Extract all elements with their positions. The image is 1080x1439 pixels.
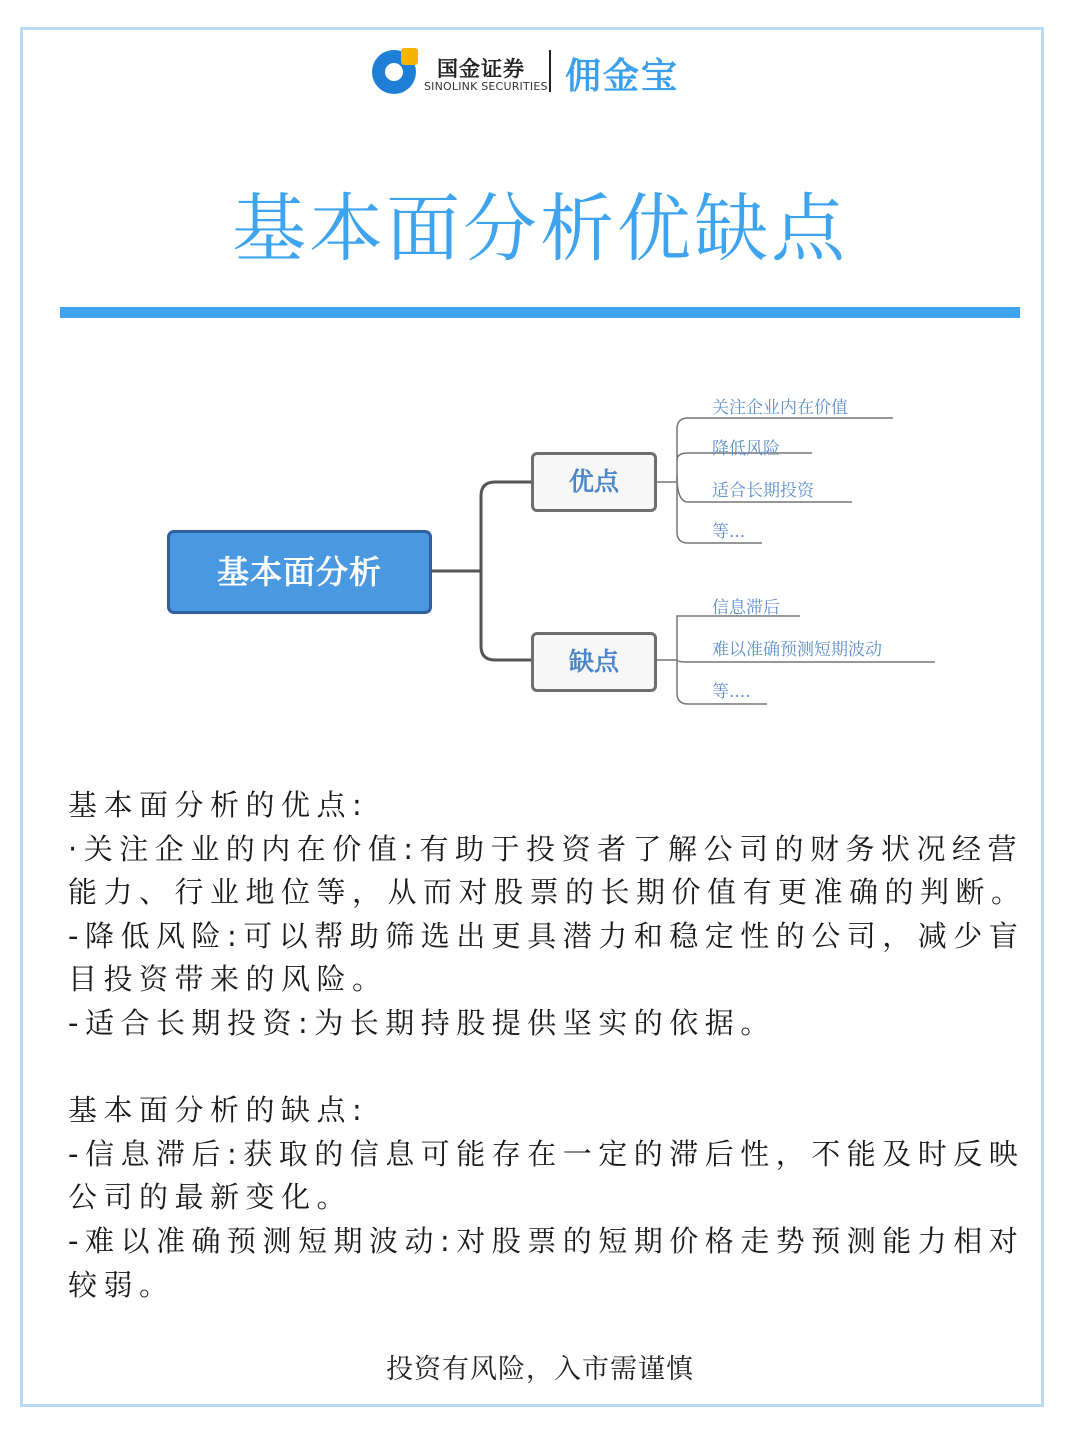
cons-leaf: 等.... [712, 682, 751, 702]
cons-leaf: 难以准确预测短期波动 [712, 640, 882, 660]
pros-leaf: 关注企业内在价值 [712, 398, 848, 418]
cons-line: -难以准确预测短期波动:对股票的短期价格走势预测能力相对 [68, 1223, 1025, 1258]
mind-map-pros-node: 优点 [531, 452, 657, 512]
pros-leaf: 等... [712, 522, 746, 542]
header [0, 40, 1080, 100]
mind-map-cons-node: 缺点 [531, 632, 657, 692]
pros-line: 能力、行业地位等，从而对股票的长期价值有更准确的判断。 [68, 875, 1027, 910]
pros-line: -降低风险:可以帮助筛选出更具潜力和稳定性的公司，减少盲 [68, 918, 1025, 953]
pros-heading: 基本面分析的优点: [68, 788, 369, 822]
mind-map [0, 380, 1080, 720]
page-title: 基本面分析优缺点 [232, 186, 848, 272]
product-name: 佣金宝 [565, 56, 680, 97]
cons-line: -信息滞后:获取的信息可能存在一定的滞后性，不能及时反映 [68, 1136, 1025, 1171]
pros-line: 目投资带来的风险。 [68, 962, 388, 997]
article-body [68, 784, 1028, 1307]
brand-divider [549, 50, 551, 92]
pros-leaf: 降低风险 [712, 439, 780, 459]
title-underline [60, 307, 1020, 318]
section-gap [68, 1046, 1028, 1090]
cons-leaf: 信息滞后 [712, 598, 780, 618]
brand-name-cn: 国金证券 [437, 57, 525, 81]
pros-line: ·关注企业的内在价值:有助于投资者了解公司的财务状况经营 [68, 831, 1023, 866]
cons-line: 较弱。 [68, 1267, 175, 1302]
mind-map-root: 基本面分析 [167, 530, 432, 614]
sinolink-logo-icon [371, 45, 421, 95]
pros-leaf: 适合长期投资 [712, 481, 814, 501]
cons-heading: 基本面分析的缺点: [68, 1093, 369, 1128]
pros-line: -适合长期投资:为长期持股提供坚实的依据。 [68, 1005, 776, 1040]
cons-line: 公司的最新变化。 [68, 1180, 353, 1215]
risk-disclaimer: 投资有风险，入市需谨慎 [386, 1354, 694, 1385]
brand-name-en: SINOLINK SECURITIES [424, 80, 548, 93]
